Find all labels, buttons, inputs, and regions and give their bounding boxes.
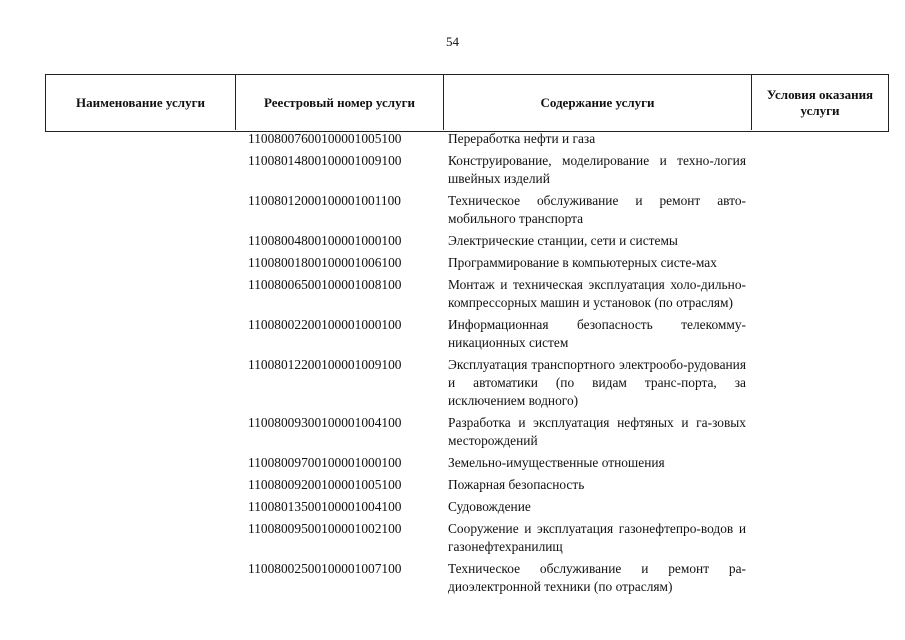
table-row — [0, 254, 905, 272]
table-row — [0, 192, 905, 228]
registry-number-cell: 11008009700100001000100 — [248, 455, 402, 470]
service-content-cell: Электрические станции, сети и системы — [448, 233, 678, 248]
service-content-cell: Техническое обслуживание и ремонт ра-диоэлектронной техники (по отраслям) — [448, 561, 746, 594]
table-row — [0, 130, 905, 148]
registry-number-cell: 11008012200100001009100 — [248, 357, 402, 372]
service-content-cell: Судовождение — [448, 499, 531, 514]
registry-number-cell: 11008009300100001004100 — [248, 415, 402, 430]
table-row — [0, 152, 905, 188]
service-content-cell: Монтаж и техническая эксплуатация холо-дильно-компрессорных машин и установок (по отраслям) — [448, 277, 746, 310]
table-row — [0, 232, 905, 250]
registry-number-cell: 11008004800100001000100 — [248, 233, 402, 248]
registry-number-cell: 11008012000100001001100 — [248, 193, 401, 208]
table-header — [45, 74, 889, 132]
table-row — [0, 356, 905, 410]
service-content-cell: Разработка и эксплуатация нефтяных и га-зовых месторождений — [448, 415, 746, 448]
registry-number-cell: 11008006500100001008100 — [248, 277, 402, 292]
service-content-cell: Пожарная безопасность — [448, 477, 585, 492]
registry-number-cell: 11008013500100001004100 — [248, 499, 402, 514]
registry-number-cell: 11008014800100001009100 — [248, 153, 402, 168]
header-service-content: Содержание услуги — [444, 75, 752, 130]
page-number: 54 — [446, 34, 459, 49]
service-content-cell: Информационная безопасность телекомму-никационных систем — [448, 317, 746, 350]
table-row — [0, 560, 905, 596]
service-content-cell: Техническое обслуживание и ремонт авто-мобильного транспорта — [448, 193, 746, 226]
registry-number-cell: 11008009500100001002100 — [248, 521, 402, 536]
header-service-conditions: Условия оказания услуги — [766, 87, 874, 118]
service-content-cell: Земельно-имущественные отношения — [448, 455, 665, 470]
registry-number-cell: 11008009200100001005100 — [248, 477, 402, 492]
table-row — [0, 498, 905, 516]
service-content-cell: Переработка нефти и газа — [448, 131, 596, 146]
service-content-cell: Программирование в компьютерных систе-мах — [448, 255, 717, 270]
registry-number-cell: 11008001800100001006100 — [248, 255, 402, 270]
table-row — [0, 454, 905, 472]
service-content-cell: Сооружение и эксплуатация газонефтепро-водов и газонефтехранилищ — [448, 521, 746, 554]
header-service-name: Наименование услуги — [46, 75, 236, 130]
table-row — [0, 316, 905, 352]
registry-number-cell: 11008007600100001005100 — [248, 131, 402, 146]
table-row — [0, 276, 905, 312]
table-row — [0, 520, 905, 556]
header-registry-number: Реестровый номер услуги — [236, 75, 444, 130]
table-body — [0, 130, 905, 600]
registry-number-cell: 11008002500100001007100 — [248, 561, 402, 576]
service-content-cell: Конструирование, моделирование и техно-логия швейных изделий — [448, 153, 746, 186]
service-content-cell: Эксплуатация транспортного электрообо-рудования и автоматики (по видам транс-порта, за исключением водного) — [448, 357, 746, 408]
table-row — [0, 476, 905, 494]
registry-number-cell: 11008002200100001000100 — [248, 317, 402, 332]
table-row — [0, 414, 905, 450]
